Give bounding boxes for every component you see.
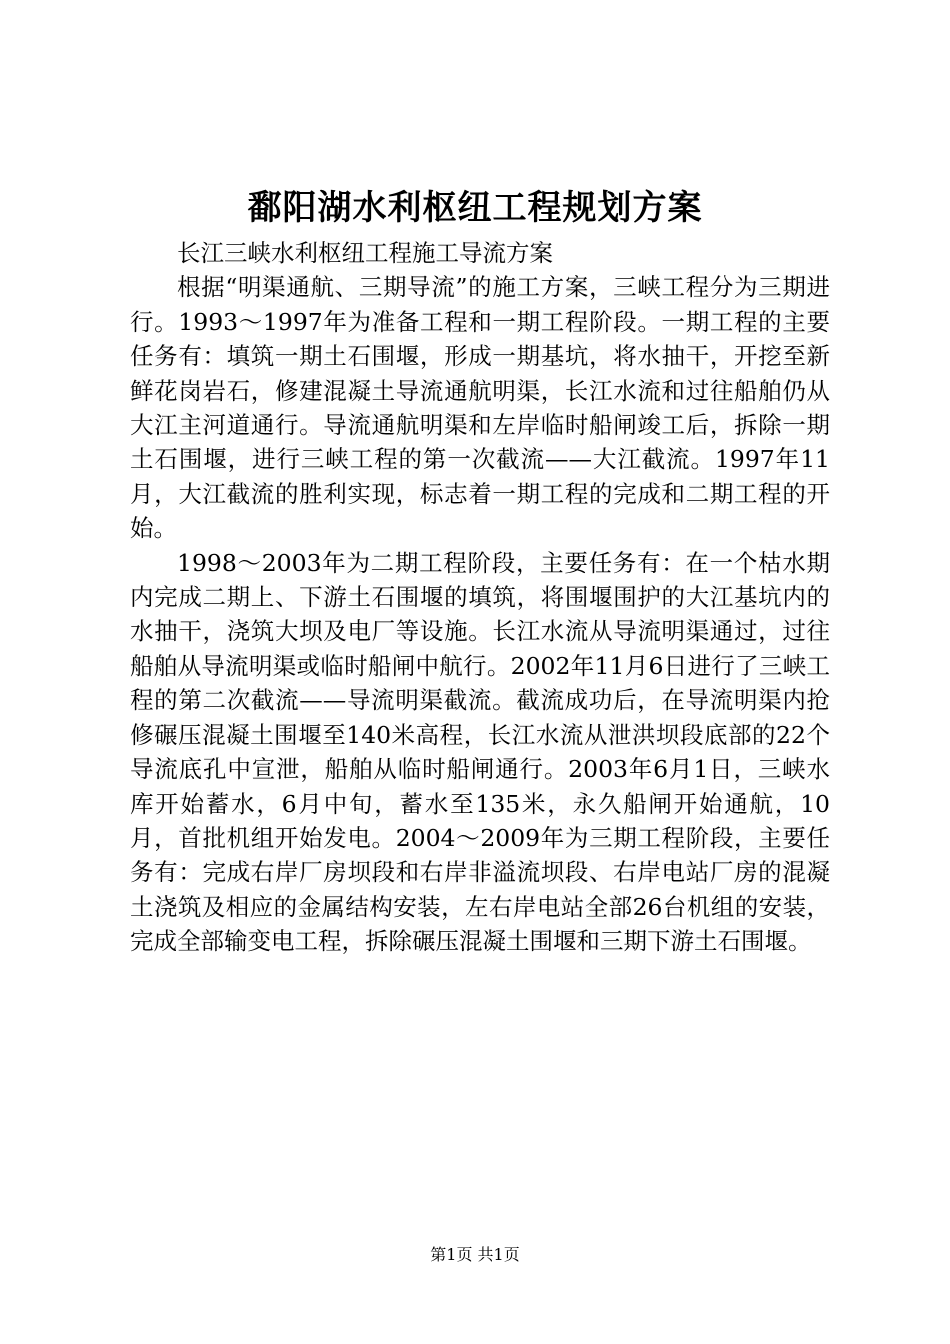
paragraph-subtitle: 长江三峡水利枢纽工程施工导流方案	[177, 239, 553, 267]
document-title: 鄱阳湖水利枢纽工程规划方案	[247, 188, 703, 228]
page-footer: 第1页 共1页	[430, 1245, 520, 1264]
paragraph-phase-one: 根据“明渠通航、三期导流”的施工方案，三峡工程分为三期进行。1993～1997年为准备工程和一期工程阶段。一期工程的主要任务有：填筑一期土石围堰，形成一期基坑，将水抽干，开挖至新鲜花岗岩石，修建混凝土导流通航明渠，长江水流和过往船舶仍从大江主河道通行。导流通航明渠和左岸临时船闸竣工后，拆除一期土石围堰，进行三峡工程的第一次截流——大江截流。1997年11月，大江截流的胜利实现，标志着一期工程的完成和二期工程的开始。	[130, 273, 830, 543]
paragraph-phase-two-three: 1998～2003年为二期工程阶段，主要任务有：在一个枯水期内完成二期上、下游土石围堰的填筑，将围堰围护的大江基坑内的水抽干，浇筑大坝及电厂等设施。长江水流从导流明渠通过，过往船舶从导流明渠或临时船闸中航行。2002年11月6日进行了三峡工程的第二次截流——导流明渠截流。截流成功后，在导流明渠内抢修碾压混凝土围堰至140米高程，长江水流从泄洪坝段底部的22个导流底孔中宣泄，船舶从临时船闸通行。2003年6月1日，三峡水库开始蓄水，6月中旬，蓄水至135米，永久船闸开始通航，10月，首批机组开始发电。2004～2009年为三期工程阶段，主要任务有：完成右岸厂房坝段和右岸非溢流坝段、右岸电站厂房的混凝土浇筑及相应的金属结构安装，左右岸电站全部26台机组的安装，完成全部输变电工程，拆除碾压混凝土围堰和三期下游土石围堰。	[130, 548, 830, 956]
document-body	[130, 236, 830, 959]
